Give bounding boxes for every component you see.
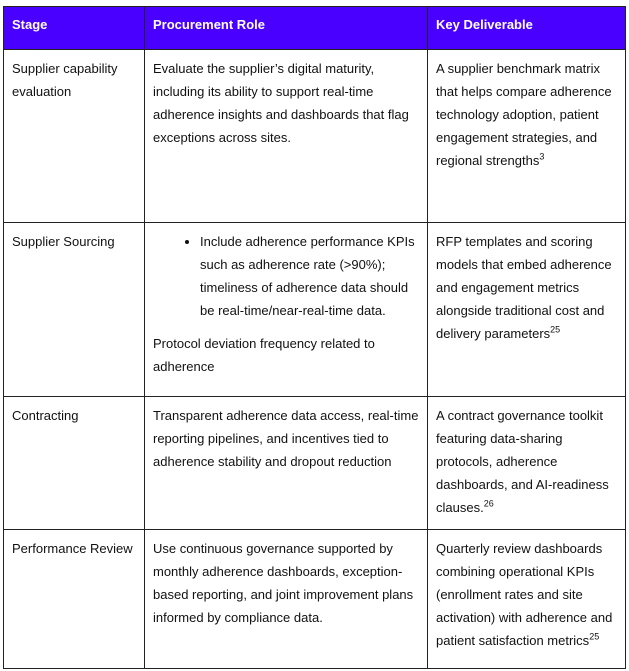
table-row	[4, 530, 626, 669]
deliverable-text: Quarterly review dashboards combining operational KPIs (enrollment rates and site activation) with adherence and patient satisfaction metrics	[436, 541, 613, 648]
role-bullet-list	[153, 230, 419, 322]
role-cell: Use continuous governance supported by monthly adherence dashboards, exception-based reporting, and joint improvement plans informed by compliance data.	[145, 530, 428, 669]
role-bullet-item: • Include adherence performance KPIs such as adherence rate (>90%); timeliness of adherence data should be real-time/near-real-time data.	[200, 230, 419, 322]
stage-cell: Performance Review	[4, 530, 145, 669]
header-procurement-role: Procurement Role	[145, 7, 428, 50]
deliverable-cell	[428, 530, 626, 669]
reference-superscript: 3	[539, 151, 545, 162]
reference-superscript: 25	[589, 631, 600, 642]
deliverable-text: A contract governance toolkit featuring data-sharing protocols, adherence dashboards, and AI-readiness clauses.	[436, 408, 609, 515]
deliverable-text: RFP templates and scoring models that embed adherence and engagement metrics alongside traditional cost and delivery parameters	[436, 234, 612, 341]
role-cell	[145, 223, 428, 397]
stage-cell: Contracting	[4, 397, 145, 530]
role-text: Protocol deviation frequency related to adherence	[153, 336, 375, 374]
role-cell: Transparent adherence data access, real-time reporting pipelines, and incentives tied to adherence stability and dropout reduction	[145, 397, 428, 530]
stage-cell: Supplier Sourcing	[4, 223, 145, 397]
table-row	[4, 397, 626, 530]
role-cell: Evaluate the supplier’s digital maturity, including its ability to support real-time adherence insights and dashboards that flag exceptions across sites.	[145, 50, 428, 223]
header-stage: Stage	[4, 7, 145, 50]
reference-superscript: 25	[550, 324, 561, 335]
reference-superscript: 26	[483, 498, 494, 509]
deliverable-cell	[428, 223, 626, 397]
deliverable-text: A supplier benchmark matrix that helps compare adherence technology adoption, patient engagement strategies, and regional strengths	[436, 61, 612, 168]
procurement-stages-table	[3, 6, 626, 669]
table-row	[4, 223, 626, 397]
stage-cell: Supplier capability evaluation	[4, 50, 145, 223]
table-row	[4, 50, 626, 223]
table-header-row	[4, 7, 626, 50]
deliverable-cell	[428, 397, 626, 530]
deliverable-cell	[428, 50, 626, 223]
header-key-deliverable: Key Deliverable	[428, 7, 626, 50]
